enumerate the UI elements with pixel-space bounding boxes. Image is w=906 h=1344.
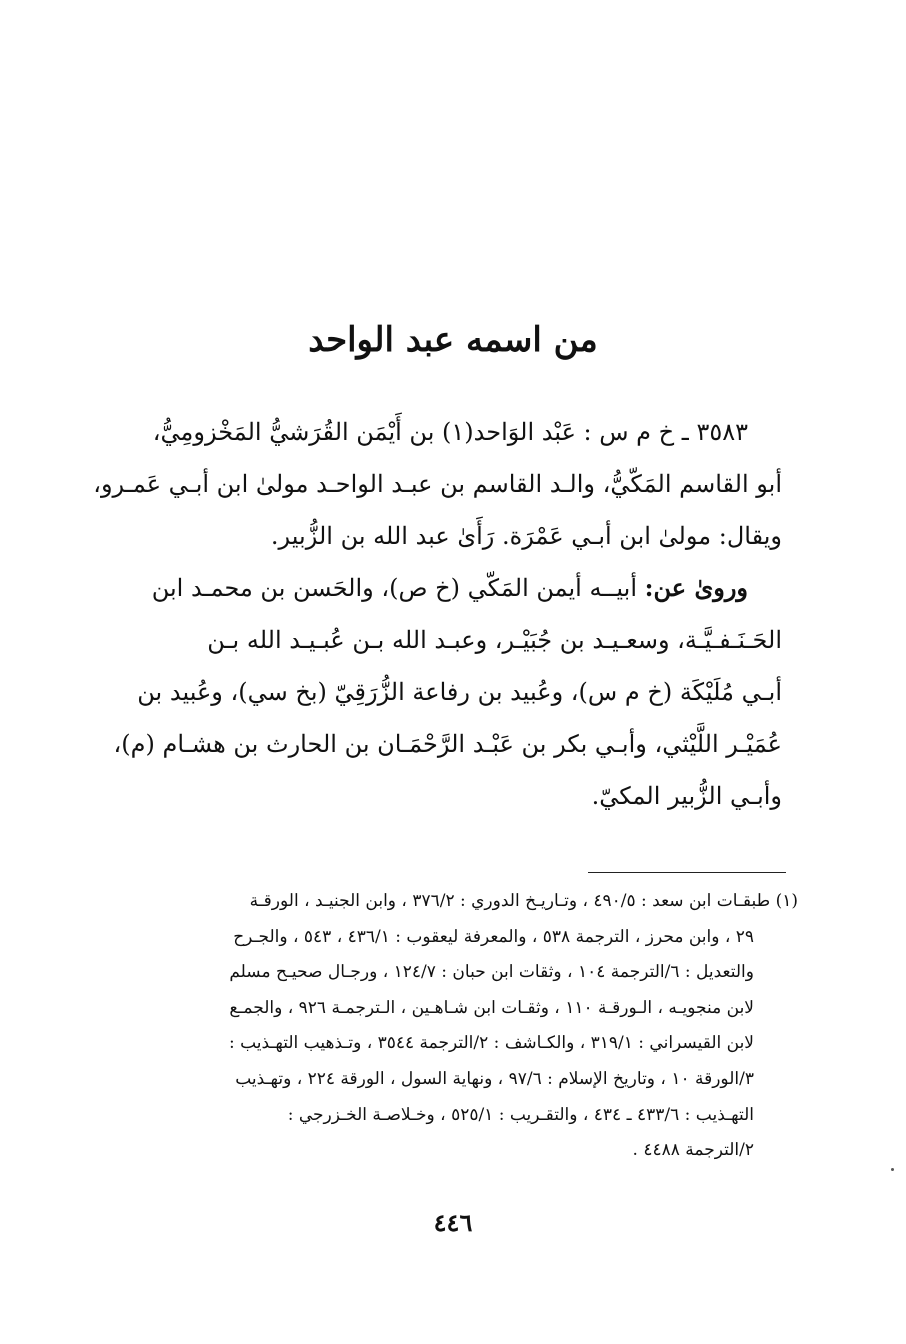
footnote-line: ٣/الورقة ١٠ ، وتاريخ الإسلام : ٩٧/٦ ، ونهاية السول ، الورقة ٢٢٤ ، وتهـذيب — [235, 1068, 754, 1089]
margin-mark — [891, 1168, 894, 1171]
footnote-line: ٢/الترجمة ٤٤٨٨ . — [632, 1140, 754, 1161]
narrators-text: أبيــه أيمن المَكّي (خ ص)، والحَسن بن محمـد ابن — [151, 574, 637, 602]
footnote-line: لابن القيسراني : ٣١٩/١ ، والكـاشف : ٢/الترجمة ٣٥٤٤ ، وتـذهيب التهـذيب : — [228, 1033, 754, 1054]
entry-line: أبو القاسم المَكّيُّ، والـد القاسم بن عبـد الواحـد مولىٰ ابن أبـي عَمـرو، — [93, 470, 782, 498]
narrators-label: وروىٰ عن: — [644, 573, 748, 602]
entry-line: ويقال: مولىٰ ابن أبـي عَمْرَة. رَأَىٰ عبد الله بن الزُّبير. — [270, 522, 782, 550]
footnote-line: لابن منجويـه ، الـورقـة ١١٠ ، وثقـات ابن شـاهـين ، الـترجمـة ٩٢٦ ، والجمـع — [229, 997, 754, 1018]
footnote-line: والتعديل : ٦/الترجمة ١٠٤ ، وثقات ابن حبان : ١٢٤/٧ ، ورجـال صحيـح مسلم — [229, 962, 754, 983]
footnote-line: ٢٩ ، وابن محرز ، الترجمة ٥٣٨ ، والمعرفة ليعقوب : ٤٣٦/١ ، ٥٤٣ ، والجـرح — [233, 926, 754, 947]
entry-line: ٣٥٨٣ ـ خ م س : عَبْد الوَاحد(١) بن أَيْمَن القُرَشيُّ المَخْزومِيُّ، — [152, 418, 748, 446]
footnote-divider — [588, 872, 786, 873]
narrators-line — [82, 562, 782, 614]
narrators-line: أبـي مُلَيْكَة (خ م س)، وعُبيد بن رفاعة الزُّرَقِيّ (بخ سي)، وعُبيد بن — [137, 678, 782, 706]
narrators-line: الحَـنَـفـيَّـة، وسعـيـد بن جُبَيْـر، وعبـد الله بـن عُبـيـد الله بـن — [207, 626, 782, 654]
footnote — [82, 884, 798, 1169]
biography-entry — [82, 406, 782, 562]
footnote-line: (١) طبقـات ابن سعد : ٤٩٠/٥ ، وتـاريـخ الدوري : ٣٧٦/٢ ، وابن الجنيـد ، الورقـة — [249, 891, 798, 911]
page-number: ٤٤٦ — [433, 1208, 473, 1237]
section-heading: من اسمه عبد الواحد — [308, 320, 598, 360]
narrators-line: وأبـي الزُّبير المكيّ. — [591, 782, 782, 810]
footnote-line: التهـذيب : ٤٣٣/٦ ـ ٤٣٤ ، والتقـريب : ٥٢٥/١ ، وخـلاصـة الخـزرجي : — [287, 1104, 754, 1125]
narrators-line: عُمَيْـر اللَّيْثي، وأبـي بكر بن عَبْـد الرَّحْمَـان بن الحارث بن هشـام (م)، — [113, 730, 782, 758]
narrators-paragraph — [82, 562, 782, 822]
